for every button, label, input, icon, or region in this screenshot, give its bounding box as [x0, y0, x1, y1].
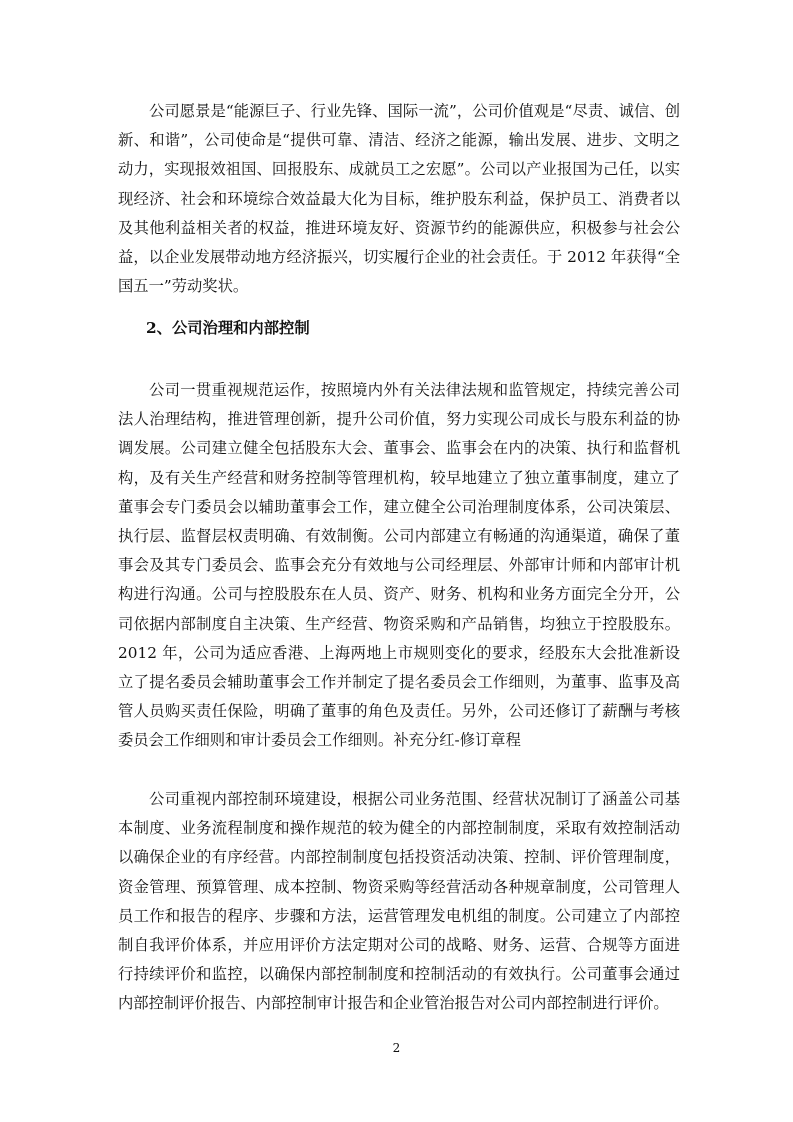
page-number: 2	[392, 1041, 401, 1055]
section-heading: 2、公司治理和内部控制	[146, 319, 310, 337]
paragraph-vision: 公司愿景是“能源巨子、行业先锋、国际一流”，公司价值观是“尽责、诚信、创新、和谐”，公司使命是“提供可靠、清洁、经济之能源，输出发展、进步、文明之动力，实现报效祖国、回报股东、成就员工之宏愿”。公司以产业报国为己任，以实现经济、社会和环境综合效益最大化为目标，维护股东利益，保护员工、消费者以及其他利益相关者的权益，推进环境友好、资源节约的能源供应，积极参与社会公益，以企业发展带动地方经济振兴，切实履行企业的社会责任。于 2012 年获得“全国五一”劳动奖状。	[118, 102, 680, 296]
paragraph-governance: 公司一贯重视规范运作，按照境内外有关法律法规和监管规定，持续完善公司法人治理结构，推进管理创新，提升公司价值，努力实现公司成长与股东利益的协调发展。公司建立健全包括股东大会、董事会、监事会在内的决策、执行和监督机构，及有关生产经营和财务控制等管理机构，较早地建立了独立董事制度，建立了董事会专门委员会以辅助董事会工作，建立健全公司治理制度体系，公司决策层、执行层、监督层权责明确、有效制衡。公司内部建立有畅通的沟通渠道，确保了董事会及其专门委员会、监事会充分有效地与公司经理层、外部审计师和内部审计机构进行沟通。公司与控股股东在人员、资产、财务、机构和业务方面完全分开，公司依据内部制度自主决策、生产经营、物资采购和产品销售，均独立于控股股东。2012 年，公司为适应香港、上海两地上市规则变化的要求，经股东大会批准新设立了提名委员会辅助董事会工作并制定了提名委员会工作细则，为董事、监事及高管人员购买责任保险，明确了董事的角色及责任。另外，公司还修订了薪酬与考核委员会工作细则和审计委员会工作细则。补充分红-修订章程	[118, 381, 680, 750]
paragraph-internal-control: 公司重视内部控制环境建设，根据公司业务范围、经营状况制订了涵盖公司基本制度、业务流程制度和操作规范的较为健全的内部控制制度，采取有效控制活动以确保企业的有序经营。内部控制制度包括投资活动决策、控制、评价管理制度，资金管理、预算管理、成本控制、物资采购等经营活动各种规章制度，公司管理人员工作和报告的程序、步骤和方法，运营管理发电机组的制度。公司建立了内部控制自我评价体系，并应用评价方法定期对公司的战略、财务、运营、合规等方面进行持续评价和监控，以确保内部控制制度和控制活动的有效执行。公司董事会通过内部控制评价报告、内部控制审计报告和企业管治报告对公司内部控制进行评价。	[118, 790, 680, 1013]
